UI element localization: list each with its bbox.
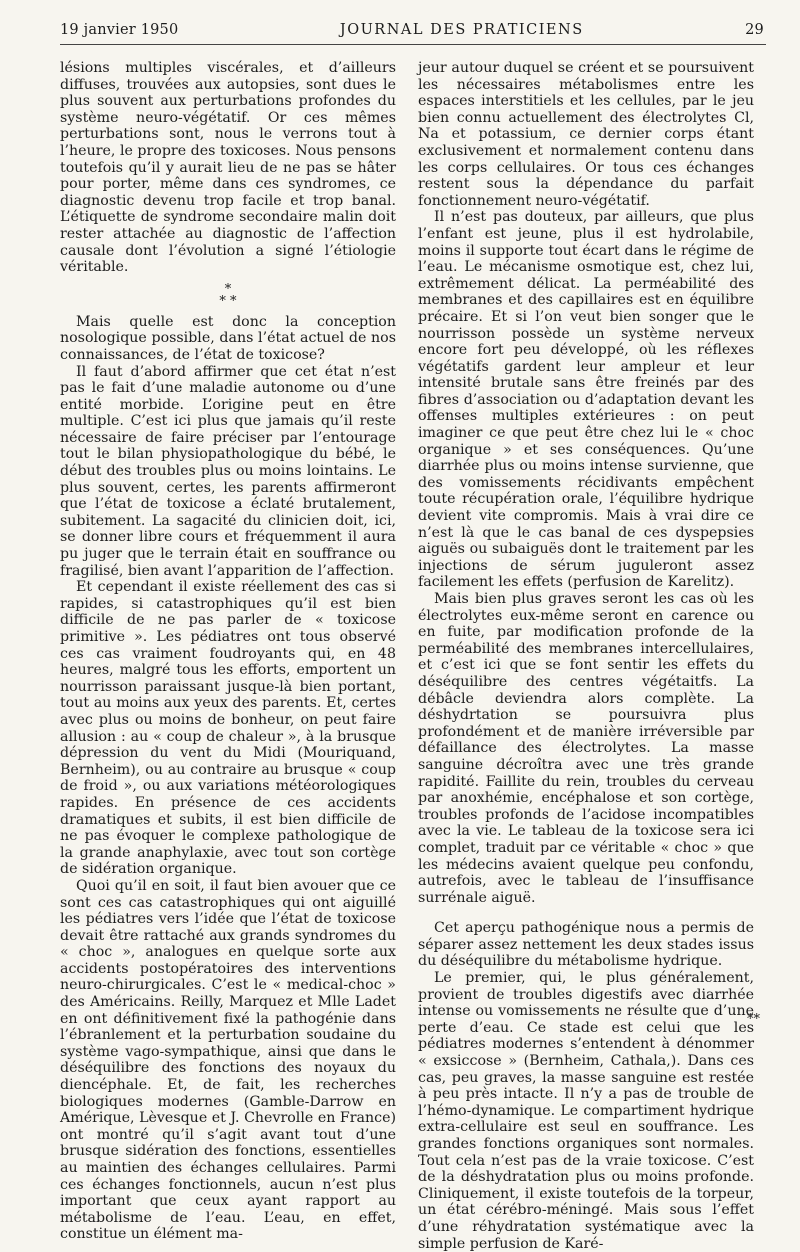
right-column — [418, 60, 754, 1252]
paragraph: Il n’est pas douteux, par ailleurs, que plus l’enfant est jeune, plus il est hydrolabile, moins il supporte tout écart dans le régime de l’eau. Le mécanisme osmotique est, chez lui, extrêmement délicat. La perméabilité des membranes et des capillaires est en équilibre précaire. Et si l’on veut bien songer que le nourrisson possède un système nerveux encore fort peu développé, où les réflexes végétatifs gardent leur ampleur et leur intensité brutale sans être freinés par des fibres d’association ou d’adaptation devant les offenses multiples extérieures : on peut imaginer ce que peut être chez lui le « choc organique » et ses conséquences. Qu’une diarrhée plus ou moins intense survienne, que des vomissements récidivants empêchent toute récupération orale, l’équilibre hydrique devient vite compromis. Mais à vrai dire ce n’est là que le cas banal de ces dyspepsies aiguës ou subaiguës dont le traitement par les injections de sérum juguleront assez facilement les effets (perfusion de Karelitz). — [418, 209, 754, 591]
paragraph: Et cependant il existe réellement des cas si rapides, si catastrophiques qu’il est bien difficile de ne pas parler de « toxicose primitive ». Les pédiatres ont tous observé ces cas vraiment foudroyants qui, en 48 heures, malgré tous les efforts, emportent un nourrisson paraissant jusque-là bien portant, tout au moins aux yeux des parents. Et, certes avec plus ou moins de bonheur, on peut faire allusion : au « coup de chaleur », à la brusque dépression du vent du Midi (Mouriquand, Bernheim), ou au contraire au brusque « coup de froid », ou aux variations météorologiques rapides. En présence de ces accidents dramatiques et subits, il est bien difficile de ne pas évoquer le complexe pathologique de la grande anaphylaxie, avec tout son cortège de sidération organique. — [60, 579, 396, 878]
paragraph: Cet aperçu pathogénique nous a permis de séparer assez nettement les deux stades issus du déséquilibre du métabolisme hydrique. — [418, 920, 754, 970]
paragraph: Mais quelle est donc la conception nosologique possible, dans l’état actuel de nos connaissances, de l’état de toxicose? — [60, 313, 396, 363]
star-bottom: * * — [219, 293, 237, 309]
page-number: 29 — [745, 22, 764, 38]
header-rule — [60, 44, 766, 45]
paragraph: Il faut d’abord affirmer que cet état n’est pas le fait d’une maladie autonome ou d’une entité morbide. L’origine peut en être multiple. C’est ici plus que jamais qu’il reste nécessaire de faire préciser par l’entourage tout le bilan physiopathologique du bébé, le début des troubles plus ou moins lointains. Le plus souvent, certes, les parents affirmeront que l’état de toxicose a éclaté brutalement, subitement. La sagacité du clinicien doit, ici, se donner libre cours et fréquemment il aura pu juger que le terrain était en souffrance ou fragilisé, bien avant l’apparition de l’affection. — [60, 363, 396, 579]
paragraph: jeur autour duquel se créent et se poursuivent les nécessaires métabolismes entre les espaces interstitiels et les cellules, par le jeu bien connu actuellement des électrolytes Cl, Na et potassium, ce dernier corps étant exclusivement et normalement contenu dans les corps cellulaires. Or tous ces échanges restent sous la dépendance du parfait fonctionnement neuro-végétatif. — [418, 60, 754, 209]
section-separator — [60, 281, 396, 309]
paragraph: lésions multiples viscérales, et d’ailleurs diffuses, trouvées aux autopsies, sont dues le plus souvent aux perturbations profondes du système neuro-végétatif. Or ces mêmes perturbations sont, nous le verrons tout à l’heure, le propre des toxicoses. Nous pensons toutefois qu’il y aurait lieu de ne pas se hâter pour porter, même dans ces syndromes, ce diagnostic devenu trop facile et trop banal. L’étiquette de syndrome secondaire malin doit rester attachée au diagnostic de l’affection causale dont l’évolution a signé l’étiologie véritable. — [60, 60, 396, 276]
paragraph: Quoi qu’il en soit, il faut bien avouer que ce sont ces cas catastrophiques qui ont aiguillé les pédiatres vers l’idée que l’état de toxicose devait être rattaché aux grands syndromes du « choc », analogues en quelque sorte aux accidents postopératoires des interventions neuro-chirurgicales. C’est le « medical-choc » des Américains. Reilly, Marquez et Mlle Ladet en ont définitivement fixé la pathogénie dans l’ébranlement et la perturbation soudaine du système vago-sympathique, ainsi que dans le déséquilibre des fonctions des noyaux du diencéphale. Et, de fait, les recherches biologiques modernes (Gamble-Darrow en Amérique, Lèvesque et J. Chevrolle en France) ont montré qu’il s’agit avant tout d’une brusque sidération des fonctions, essentielles au maintien des échanges cellulaires. Parmi ces échanges fonctionnels, aucun n’est plus important que ceux ayant rapport au métabolisme de l’eau. L’eau, en effet, constitue un élément ma- — [60, 877, 396, 1243]
star-top: * — [224, 281, 232, 297]
paragraph: Le premier, qui, le plus généralement, provient de troubles digestifs avec diarrhée intense ou vomissements ne résulte que d’une perte d’eau. Ce stade est celui que les pédiatres modernes s’entendent à dénommer « exsiccose » (Bernheim, Cathala,). Dans ces cas, peu graves, la masse sanguine est restée à peu près intacte. Il n’y a pas de trouble de l’hémo-dynamique. Le compartiment hydrique extra-cellulaire est seul en souffrance. Les grandes fonctions organiques sont normales. Tout cela n’est pas de la vraie toxicose. C’est de la déshydratation plus ou moins profonde. Cliniquement, il existe toutefois de la torpeur, un état cérébro-méningé. Mais sous l’effet d’une réhydratation systématique avec la simple perfusion de Karé- — [418, 970, 754, 1252]
journal-title: JOURNAL DES PRATICIENS — [339, 22, 584, 38]
paragraph-gap — [418, 906, 754, 920]
running-header — [60, 22, 764, 44]
paragraph: Mais bien plus graves seront les cas où les électrolytes eux-même seront en carence ou en fuite, par modification profonde de la perméabilité des membranes intercellulaires, et c’est ici que se font sentir les effets du déséquilibre des centres végétaitfs. La débâcle deviendra alors complète. La déshydrtation se poursuivra plus profondément et de manière irréversible par défaillance des électrolytes. La masse sanguine décroîtra avec une très grande rapidité. Faillite du rein, troubles du cerveau par anoxhémie, encéphalose et son cortège, troubles profonds de l’acidose incompatibles avec la vie. Le tableau de la toxicose sera ici complet, traduit par ce véritable « choc » que les médecins avaient quelque peu confondu, autrefois, avec le tableau de l’insuffisance surrénale aiguë. — [418, 591, 754, 906]
left-column — [60, 60, 396, 1243]
signature-mark: ** — [747, 1012, 760, 1027]
issue-date: 19 janvier 1950 — [60, 22, 179, 38]
